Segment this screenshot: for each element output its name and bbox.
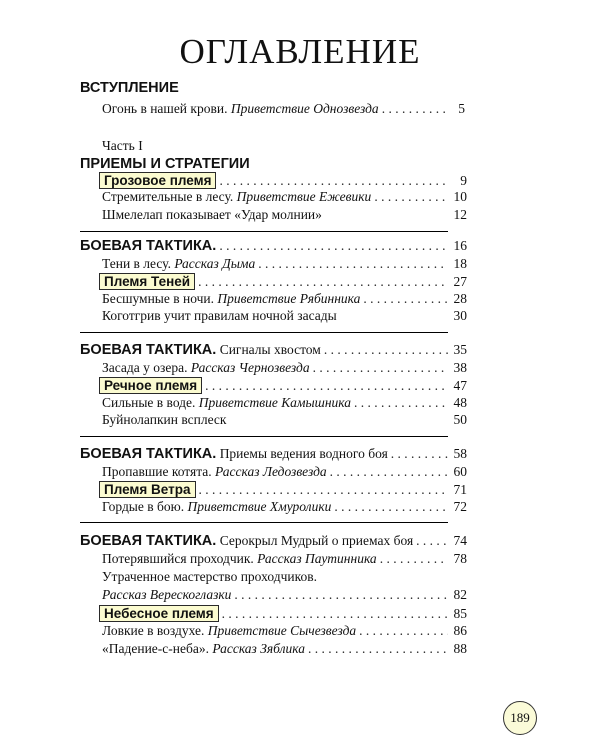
tactic-heading[interactable]: БОЕВАЯ ТАКТИКА. Приемы ведения водного боя . . . 58 (80, 446, 467, 463)
tribe-entry[interactable]: Небесное племя . . . 85 (104, 605, 467, 622)
toc-entry[interactable]: Гордые в бою. Приветствие Хмуролики . . . 72 (102, 499, 467, 516)
section-divider (80, 231, 448, 232)
toc-entry[interactable]: Ловкие в воздухе. Приветствие Сычезвезда . . . 86 (102, 623, 467, 640)
section-divider (80, 332, 448, 333)
page-number-badge: 189 (503, 701, 537, 735)
toc-entry[interactable]: Потерявшийся проходчик. Рассказ Паутинника . . . 78 (102, 551, 467, 568)
tribe-entry[interactable]: Грозовое племя . . . 9 (104, 172, 467, 189)
toc-entry[interactable]: Тени в лесу. Рассказ Дыма . . . 18 (102, 256, 467, 273)
toc-entry[interactable]: Стремительные в лесу. Приветствие Ежевики . . . 10 (102, 189, 467, 206)
toc-entry[interactable]: Сильные в воде. Приветствие Камышника . . . 48 (102, 395, 467, 412)
toc-entry-line1[interactable]: Утраченное мастерство проходчиков. (102, 569, 317, 584)
tactic-heading[interactable]: БОЕВАЯ ТАКТИКА. . . . 16 (80, 238, 467, 255)
toc-entry[interactable]: Рассказ Верескоглазки . . . 82 (102, 587, 467, 604)
toc-entry[interactable]: Коготгрив учит правилам ночной засады 30 (102, 308, 467, 323)
tribe-entry[interactable]: Речное племя . . . 47 (104, 377, 467, 394)
toc-entry[interactable]: Пропавшие котята. Рассказ Ледозвезда . . . 60 (102, 464, 467, 481)
toc-entry[interactable]: Огонь в нашей крови. Приветствие Однозвезда . . . 5 (102, 101, 465, 118)
tactic-heading[interactable]: БОЕВАЯ ТАКТИКА. Серокрыл Мудрый о приемах боя . . . 74 (80, 533, 467, 550)
part-heading: ПРИЕМЫ И СТРАТЕГИИ (80, 156, 250, 172)
section-divider (80, 436, 448, 437)
tactic-heading[interactable]: БОЕВАЯ ТАКТИКА. Сигналы хвостом . . . 35 (80, 342, 467, 359)
intro-heading: ВСТУПЛЕНИЕ (80, 80, 179, 96)
toc-entry[interactable]: Бесшумные в ночи. Приветствие Рябинника . . . 28 (102, 291, 467, 308)
page-title: ОГЛАВЛЕНИЕ (179, 32, 421, 71)
tribe-entry[interactable]: Племя Ветра . . . 71 (104, 481, 467, 498)
section-divider (80, 522, 448, 523)
toc-entry[interactable]: Засада у озера. Рассказ Чернозвезда . . . 38 (102, 360, 467, 377)
tribe-entry[interactable]: Племя Теней . . . 27 (104, 273, 467, 290)
toc-entry[interactable]: «Падение-с-неба». Рассказ Зяблика . . . 88 (102, 641, 467, 658)
part-label: Часть I (102, 138, 143, 153)
toc-entry[interactable]: Шмелелап показывает «Удар молнии» 12 (102, 207, 467, 222)
toc-entry[interactable]: Буйнолапкин всплеск 50 (102, 412, 467, 427)
